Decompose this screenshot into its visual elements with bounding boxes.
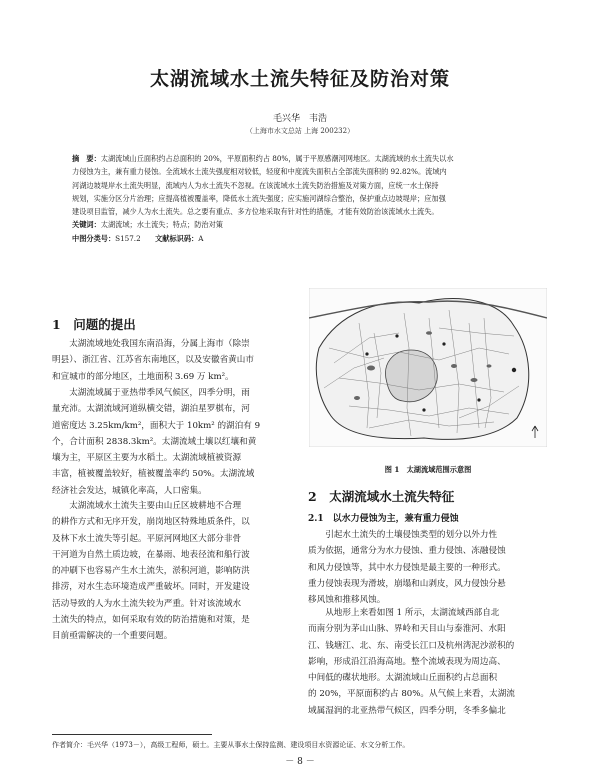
city-marker: [442, 342, 445, 345]
figure-caption: 图 1 太湖流域范围示意图: [384, 465, 472, 474]
text-line: 和风力侵蚀等，其中水力侵蚀是最主要的一种形式。: [308, 562, 506, 573]
text-line: 质为依据，通常分为水力侵蚀、重力侵蚀、冻融侵蚀: [308, 546, 506, 557]
text-line: 重力侵蚀表现为滑坡，崩塌和山剥皮，风力侵蚀分悬: [308, 578, 506, 589]
text-line: 土流失的特点，如何采取有效的防治措施和对策，是: [52, 615, 250, 626]
lake-patch: [367, 366, 375, 371]
doc-code-label: 文献标识码: [155, 233, 192, 243]
section-1-paragraph: [52, 385, 292, 499]
section-2-heading: 2 太湖流域水土流失特征: [308, 489, 455, 504]
doc-code: A: [198, 233, 204, 243]
text-line: 干河道为自然土质边坡，在暴雨、地表径流和船行波: [52, 549, 250, 560]
city-marker: [395, 334, 398, 337]
section-1-heading: 1 问题的提出: [52, 317, 136, 332]
abstract-label: 摘 要: [72, 154, 94, 163]
text-line: 经济社会发达，城镇化率高，人口密集。: [52, 485, 207, 496]
page-number: － 8 －: [285, 757, 315, 767]
text-line: 排涝，对水生态环境造成严重破坏。同时，开发建设: [52, 582, 250, 593]
abstract-line: 规划，实施分区分片治理；应提高植被覆盖率，降低水土流失强度；应实施河湖综合整治，保护重点边坡堤岸；应加强: [72, 193, 446, 203]
city-marker: [477, 398, 480, 401]
text-line: 太湖流域属于亚热带季风气候区，四季分明，雨: [52, 388, 250, 398]
text-line: 的耕作方式和无序开发，崩岗地区特殊地质条件，以: [52, 517, 250, 528]
lake-patch: [487, 364, 492, 367]
text-line: 个，合计面积 2838.3km²。太湖流域土壤以红壤和黄: [52, 436, 257, 447]
text-line: 及林下水土流失等引起。平原河网地区大部分非骨: [52, 533, 242, 544]
abstract-line: 建设项目监管，减少人为水土流失。总之要有重点、多方位地采取有针对性的措施，才能有效防治该流域水土流失。: [72, 207, 439, 217]
text-line: 而南分别为茅山山脉、界岭和天目山与泰淮河、水阳: [308, 624, 506, 635]
text-line: 明县）、浙江省、江苏省东南地区，以及安徽省黄山市: [52, 355, 254, 366]
text-line: 活动导致的人为水土流失较为严重。针对该流域水: [52, 598, 242, 609]
text-line: 从地形上来看如图 1 所示，太湖流域西部自北: [308, 608, 500, 618]
city-marker: [422, 408, 425, 411]
clc-number: S157.2: [115, 233, 141, 243]
city-marker: [512, 368, 516, 372]
abstract-line: 河湖边坡堤岸水土流失明显，流域内人为水土流失不忽视。在该流域水土流失防治措施及对策方面，应统一水土保持: [72, 180, 439, 190]
text-line: 移风蚀和推移风蚀。: [308, 595, 386, 606]
taihu-basin-map: [309, 288, 547, 447]
lake-patch: [426, 331, 432, 335]
keywords-label: 关键词: [72, 220, 94, 230]
text-line: 丰富，植被覆盖较好，植被覆盖率约 50%。太湖流域: [52, 469, 255, 480]
lake-patch: [354, 396, 360, 400]
text-line: 引起水土流失的土壤侵蚀类型的划分以外力性: [308, 530, 498, 540]
text-line: 量充沛。太湖流域河道纵横交错，湖泊星罗棋布，河: [52, 404, 250, 415]
text-line: 的冲刷下也容易产生水土流失，淤积河道，影响防洪: [52, 566, 250, 577]
text-line: 太湖流域水土流失主要由山丘区坡耕地不合理: [52, 501, 242, 511]
text-line: 域属湿润的北亚热带气候区，四季分明，冬季多偏北: [308, 705, 506, 716]
text-line: 和宣城市的部分地区，土地面积 3.69 万 km²。: [52, 371, 234, 382]
section-2-paragraph: [308, 605, 553, 719]
city-marker: [365, 352, 368, 355]
affiliation: （上海市水文总站 上海 200232）: [245, 127, 355, 135]
section-1-paragraph: [52, 336, 292, 385]
keywords: 太湖流域；水土流失；特点；防治对策: [100, 220, 223, 230]
text-line: 的 20%，平原面积约占 80%。从气候上来看，太湖流: [308, 689, 515, 700]
taihu-lake: [386, 350, 438, 402]
clc-label: 中图分类号: [72, 233, 108, 243]
text-line: 影响，形成沿江沿海高地。整个流域表现为周边高、: [308, 656, 506, 667]
text-line: 太湖流域地处我国东南沿海，分属上海市（除崇: [52, 339, 250, 349]
text-line: 江、钱塘江、北、东、南受长江口及杭州湾泥沙淤积的: [308, 640, 515, 651]
text-line: 壤为主，平原区主要为水稻土。太湖流域植被资源: [52, 453, 242, 464]
text-line: 中间低的碟状地形。太湖流域山丘面积约占总面积: [308, 673, 498, 684]
lake-patch: [451, 364, 457, 368]
authors: 毛兴华 韦浩: [272, 114, 327, 124]
footnote-divider: [52, 734, 212, 735]
section-2-paragraph: [308, 527, 553, 608]
section-1-paragraph: [52, 498, 292, 645]
author-footnote: 作者简介：毛兴华（1973－），高级工程师，硕士。主要从事水土保持监测、建设项目水资源论证、水文分析工作。: [52, 741, 410, 749]
text-line: 目前亟需解决的一个重要问题。: [52, 631, 173, 642]
abstract-line: 力侵蚀为主，兼有重力侵蚀。全流域水土流失强度相对较低，轻度和中度流失面积占全部流失面积的 92.82%。流域内: [72, 167, 447, 177]
paper-title: 太湖流域水土流失特征及防治对策: [149, 68, 450, 90]
subsection-2-1-heading: 2.1 以水力侵蚀为主，兼有重力侵蚀: [308, 514, 459, 524]
text-line: 道密度达 3.25km/km²，面积大于 10km² 的湖泊有 9: [52, 420, 261, 431]
abstract: 摘 要：太湖流域山丘面积约占总面积的 20%，平原面积约占 80%，属于平原感潮河网地区。太湖流域的水土流失以水 力侵蚀为主，兼有重力侵蚀。全流域水土流失强度相对较低，轻度和中度流失面积占全部流失面积的 92.82%。流域内 河湖边坡堤岸水土流失明显，流域内人为水土流失不忽视。在该流域水土流失防治措施及对策方面，应统一水土保持 规划，实施分区分片治理；应提高植被覆盖率，降低水土流失强度；应实施河湖综合整治，保护重点边坡堤岸；应加强 建设项目监管，减少人为水土流失。总之要有重点、多方位地采取有针对性的措施，才能有效防治该流域水土流失。 关键词：太湖流域；水土流失；特点；防治对策 中图分类号：S157.2 文献标识码：A: [72, 152, 532, 245]
abstract-line: 太湖流域山丘面积约占总面积的 20%，平原面积约占 80%，属于平原感潮河网地区。太湖流域的水土流失以水: [100, 154, 454, 163]
lake-patch: [471, 378, 478, 382]
